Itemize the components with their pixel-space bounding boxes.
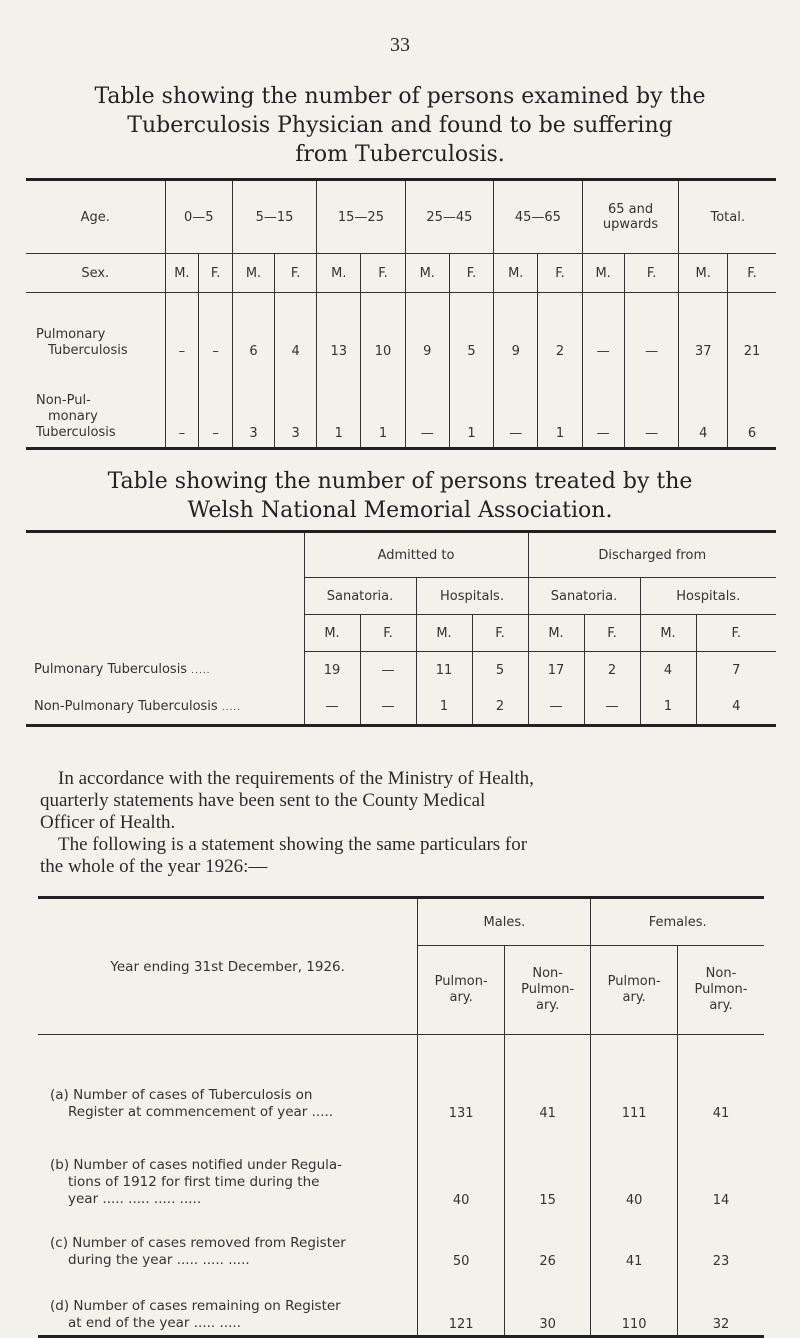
title-line: Tuberculosis Physician and found to be suffering bbox=[127, 113, 673, 138]
col-header-line: Pulmon- bbox=[521, 982, 575, 997]
col-header-line: Pulmon- bbox=[434, 974, 488, 989]
row-label-line: monary bbox=[48, 409, 98, 424]
cell: 5 bbox=[449, 293, 493, 362]
sanatoria-header: Sanatoria. bbox=[304, 578, 416, 615]
cell: 11 bbox=[416, 652, 472, 689]
cell: 1 bbox=[361, 361, 405, 449]
females-header: Females. bbox=[591, 898, 764, 946]
age-group bbox=[582, 180, 679, 254]
col-header-line: Non- bbox=[532, 966, 563, 981]
cell: — bbox=[528, 688, 584, 726]
cell: 21 bbox=[727, 293, 776, 362]
table-row bbox=[26, 361, 776, 449]
sex-col: F. bbox=[584, 615, 640, 652]
cell: 1 bbox=[317, 361, 361, 449]
paragraph-line: quarterly statements have been sent to the County Medical bbox=[40, 790, 486, 811]
row-label-line: (d) Number of cases remaining on Register bbox=[50, 1298, 341, 1314]
sex-col: M. bbox=[582, 254, 624, 293]
cell: – bbox=[199, 293, 233, 362]
sex-col: F. bbox=[727, 254, 776, 293]
row-label-line: during the year ..... ..... ..... bbox=[68, 1252, 250, 1268]
sex-col: F. bbox=[360, 615, 416, 652]
table-row bbox=[38, 1035, 764, 1125]
cell: 37 bbox=[679, 293, 727, 362]
cell: 111 bbox=[591, 1035, 678, 1125]
cell: — bbox=[494, 361, 538, 449]
cell: 5 bbox=[472, 652, 528, 689]
cell: 41 bbox=[504, 1035, 591, 1125]
cell: 4 bbox=[640, 652, 696, 689]
year-statement-table bbox=[38, 896, 764, 1338]
year-header: Year ending 31st December, 1926. bbox=[110, 958, 345, 975]
cell: 40 bbox=[418, 1124, 505, 1211]
sex-col: M. bbox=[416, 615, 472, 652]
cell: 9 bbox=[405, 293, 449, 362]
table-row bbox=[26, 688, 776, 726]
cell: — bbox=[304, 688, 360, 726]
cell: 4 bbox=[275, 293, 317, 362]
paragraph-line: In accordance with the requirements of the Ministry of Health, bbox=[58, 768, 534, 789]
cell: 2 bbox=[584, 652, 640, 689]
table-row bbox=[38, 1124, 764, 1211]
row-label-line: Tuberculosis bbox=[36, 425, 116, 440]
cell: – bbox=[199, 361, 233, 449]
treated-table bbox=[26, 530, 776, 727]
col-header bbox=[677, 946, 764, 1035]
cell: 1 bbox=[449, 361, 493, 449]
cell: — bbox=[584, 688, 640, 726]
sex-col: M. bbox=[304, 615, 360, 652]
sex-col: F. bbox=[199, 254, 233, 293]
row-label-text: Pulmonary Tuberculosis bbox=[34, 662, 188, 678]
title-line: Table showing the number of persons treated by the bbox=[107, 469, 693, 494]
row-label-line: Non-Pul- bbox=[36, 393, 91, 408]
age-header: Age. bbox=[80, 209, 110, 225]
table2-title bbox=[0, 467, 800, 525]
cell: 2 bbox=[538, 293, 582, 362]
discharged-header: Discharged from bbox=[528, 532, 776, 578]
row-label-line: Tuberculosis bbox=[48, 343, 128, 358]
cell: 23 bbox=[677, 1211, 764, 1272]
sex-col: M. bbox=[317, 254, 361, 293]
table-row bbox=[26, 293, 776, 362]
age-group: 0—5 bbox=[165, 180, 232, 254]
sex-col: F. bbox=[361, 254, 405, 293]
col-header-line: Pulmon- bbox=[694, 982, 748, 997]
row-label-text: Non-Pulmonary Tuberculosis bbox=[34, 698, 218, 714]
cell: 30 bbox=[504, 1272, 591, 1337]
cell: — bbox=[624, 293, 679, 362]
cell: 17 bbox=[528, 652, 584, 689]
table-row bbox=[38, 1272, 764, 1337]
cell: — bbox=[405, 361, 449, 449]
cell: — bbox=[582, 361, 624, 449]
col-header-line: ary. bbox=[449, 990, 473, 1005]
cell: 1 bbox=[538, 361, 582, 449]
cell: 9 bbox=[494, 293, 538, 362]
page-number: 33 bbox=[390, 34, 410, 56]
cell: 41 bbox=[591, 1211, 678, 1272]
col-header-line: ary. bbox=[536, 998, 560, 1013]
sex-col: M. bbox=[679, 254, 727, 293]
row-label bbox=[38, 1124, 418, 1211]
col-header-line: ary. bbox=[709, 998, 733, 1013]
cell: 19 bbox=[304, 652, 360, 689]
cell: — bbox=[360, 652, 416, 689]
males-header: Males. bbox=[418, 898, 591, 946]
cell: 2 bbox=[472, 688, 528, 726]
sex-col: M. bbox=[528, 615, 584, 652]
cell: 14 bbox=[677, 1124, 764, 1211]
cell: 121 bbox=[418, 1272, 505, 1337]
cell: 4 bbox=[696, 688, 776, 726]
title-line: Table showing the number of persons examined by the bbox=[94, 84, 706, 109]
table1-title bbox=[0, 82, 800, 169]
sex-col: M. bbox=[640, 615, 696, 652]
sex-col: M. bbox=[232, 254, 274, 293]
cell: 7 bbox=[696, 652, 776, 689]
title-line: from Tuberculosis. bbox=[295, 142, 505, 167]
row-label bbox=[38, 1035, 418, 1125]
sex-header: Sex. bbox=[26, 254, 165, 293]
row-label-line: at end of the year ..... ..... bbox=[68, 1315, 241, 1331]
cell: 131 bbox=[418, 1035, 505, 1125]
row-label bbox=[38, 1211, 418, 1272]
sex-col: M. bbox=[405, 254, 449, 293]
row-label-line: Pulmonary bbox=[36, 327, 106, 342]
examined-table bbox=[26, 178, 776, 450]
row-label-line: (c) Number of cases removed from Register bbox=[50, 1235, 346, 1251]
table-row bbox=[26, 652, 776, 689]
age-group: 15—25 bbox=[317, 180, 405, 254]
sex-col: F. bbox=[472, 615, 528, 652]
row-label-line: (a) Number of cases of Tuberculosis on bbox=[50, 1087, 313, 1103]
title-line: Welsh National Memorial Association. bbox=[187, 498, 613, 523]
row-label-line: tions of 1912 for first time during the bbox=[68, 1174, 320, 1190]
cell: 40 bbox=[591, 1124, 678, 1211]
cell: – bbox=[165, 293, 199, 362]
cell: 13 bbox=[317, 293, 361, 362]
sex-col: F. bbox=[449, 254, 493, 293]
admitted-header: Admitted to bbox=[304, 532, 528, 578]
sex-col: F. bbox=[538, 254, 582, 293]
cell: – bbox=[165, 361, 199, 449]
row-label-line: (b) Number of cases notified under Regula- bbox=[50, 1157, 343, 1173]
leader-dots: ..... bbox=[221, 702, 242, 713]
table-row bbox=[38, 1211, 764, 1272]
col-header-line: ary. bbox=[622, 990, 646, 1005]
leader-dots: ..... bbox=[191, 666, 211, 677]
row-label bbox=[26, 652, 304, 689]
paragraph-line: Officer of Health. bbox=[40, 812, 176, 833]
sanatoria-header: Sanatoria. bbox=[528, 578, 640, 615]
row-label bbox=[26, 688, 304, 726]
cell: — bbox=[582, 293, 624, 362]
cell: — bbox=[624, 361, 679, 449]
col-header-line: Pulmon- bbox=[607, 974, 661, 989]
row-label-line: Register at commencement of year ..... bbox=[68, 1104, 334, 1120]
cell: 10 bbox=[361, 293, 405, 362]
age-group: 45—65 bbox=[494, 180, 582, 254]
cell: 26 bbox=[504, 1211, 591, 1272]
cell: 3 bbox=[275, 361, 317, 449]
cell: 6 bbox=[727, 361, 776, 449]
col-header bbox=[504, 946, 591, 1035]
row-label bbox=[26, 361, 165, 449]
cell: 15 bbox=[504, 1124, 591, 1211]
sex-col: M. bbox=[165, 254, 199, 293]
sex-col: M. bbox=[494, 254, 538, 293]
age-group-label: 65 and upwards bbox=[602, 202, 659, 232]
row-label-line: year ..... ..... ..... ..... bbox=[68, 1191, 202, 1207]
col-header bbox=[591, 946, 678, 1035]
cell: — bbox=[360, 688, 416, 726]
cell: 4 bbox=[679, 361, 727, 449]
sex-col: F. bbox=[275, 254, 317, 293]
cell: 1 bbox=[416, 688, 472, 726]
cell: 32 bbox=[677, 1272, 764, 1337]
cell: 50 bbox=[418, 1211, 505, 1272]
hospitals-header: Hospitals. bbox=[416, 578, 528, 615]
age-group: 5—15 bbox=[232, 180, 316, 254]
cell: 110 bbox=[591, 1272, 678, 1337]
age-group: Total. bbox=[679, 180, 776, 254]
row-label bbox=[26, 293, 165, 362]
cell: 41 bbox=[677, 1035, 764, 1125]
col-header-line: Non- bbox=[705, 966, 737, 981]
col-header bbox=[418, 946, 505, 1035]
cell: 3 bbox=[232, 361, 274, 449]
paragraph-line: The following is a statement showing the same particulars for bbox=[58, 834, 528, 855]
sex-col: F. bbox=[696, 615, 776, 652]
paragraph-line: the whole of the year 1926:— bbox=[40, 856, 268, 877]
cell: 1 bbox=[640, 688, 696, 726]
hospitals-header: Hospitals. bbox=[640, 578, 776, 615]
cell: 6 bbox=[232, 293, 274, 362]
sex-col: F. bbox=[624, 254, 679, 293]
age-group: 25—45 bbox=[405, 180, 493, 254]
row-label bbox=[38, 1272, 418, 1337]
